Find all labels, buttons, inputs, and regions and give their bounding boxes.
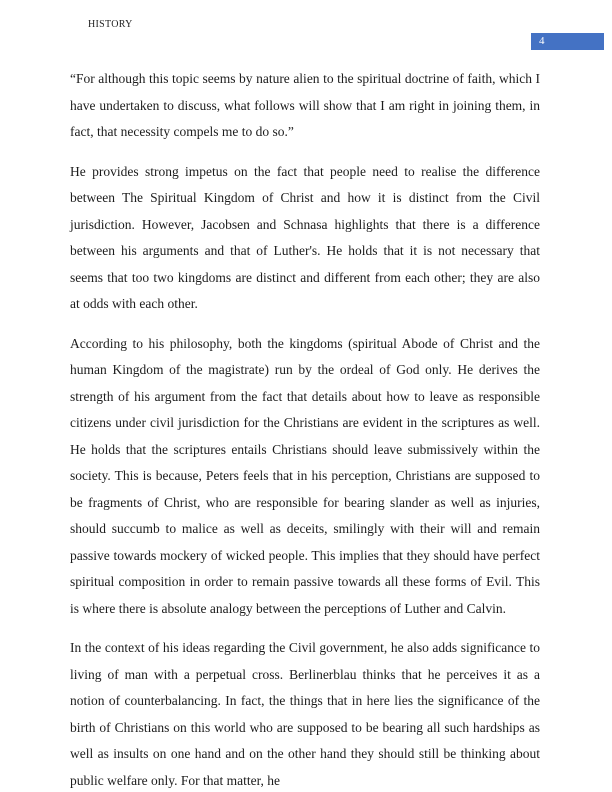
- paragraph: According to his philosophy, both the kingdoms (spiritual Abode of Christ and the human Kingdom of the magistrate) run by the ordeal of God only. He derives the strength of his argument from the fact that details about how to leave as responsible citizens under civil jurisdiction for the Christians are evident in the scriptures as well. He holds that the scriptures entails Christians should leave submissively within the society. This is because, Peters feels that in his perception, Christians are supposed to be fragments of Christ, who are responsible for bearing slander as well as injuries, should succumb to malice as well as deceits, smilingly with their will and remain passive towards mockery of wicked people. This implies that they should have perfect spiritual composition in order to remain passive towards all these forms of Evil. This is where there is absolute analogy between the perceptions of Luther and Calvin.: [70, 335, 540, 616]
- paragraph: He provides strong impetus on the fact that people need to realise the difference between The Spiritual Kingdom of Christ and how it is distinct from the Civil jurisdiction. However, Jacobsen and Schnasa highlights that there is a difference between his arguments and that of Luther's. He holds that it is not necessary that seems that too two kingdoms are distinct and different from each other; they are also at odds with each other.: [70, 163, 540, 311]
- page-number: 4: [539, 35, 545, 47]
- document-body: [70, 66, 540, 792]
- page-header-title: HISTORY: [88, 19, 133, 30]
- paragraph: In the context of his ideas regarding the Civil government, he also adds significance to living of man with a perpetual cross. Berlinerblau thinks that he perceives it as a notion of counterbalancing. In fact, the things that in here lies the significance of the birth of Christians on this world who are supposed to be bearing all such hardships as well as insults on one hand and on the other hand they should still be thinking about public welfare only. For that matter, he: [70, 640, 540, 788]
- page-number-box: [531, 33, 604, 50]
- paragraph-quote: “For although this topic seems by nature alien to the spiritual doctrine of faith, which I have undertaken to discuss, what follows will show that I am right in joining them, in fact, that necessity compels me to do so.”: [70, 71, 540, 139]
